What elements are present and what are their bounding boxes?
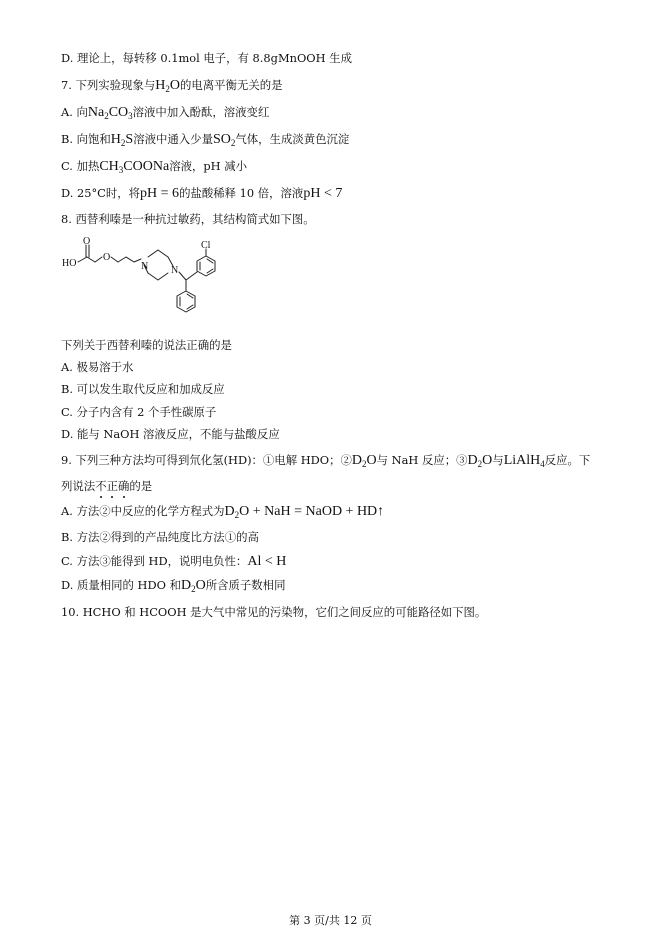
q7-option-d: D. 25°C时，将pH = 6的盐酸稀释 10 倍，溶液pH < 7 — [61, 186, 343, 201]
q8-option-d: D. 能与 NaOH 溶液反应，不能与盐酸反应 — [61, 427, 280, 441]
q8-option-b: B. 可以发生取代反应和加成反应 — [61, 382, 225, 396]
q9-option-c: C. 方法③能得到 HD，说明电负性：Al < H — [61, 554, 287, 569]
ether-oxygen-label: O — [103, 252, 111, 263]
q7-option-c: C. 加热$CH_3COONa$溶液，pH 减小 — [61, 159, 247, 175]
q7-stem: 7. 下列实验现象与$H_2O$的电离平衡无关的是 — [61, 78, 283, 94]
q8-option-a: A. 极易溶于水 — [61, 360, 134, 374]
q8-question: 下列关于西替利嗪的说法正确的是 — [61, 338, 232, 352]
q8-stem: 8. 西替利嗪是一种抗过敏药，其结构简式如下图。 — [61, 212, 315, 226]
q8-option-c: C. 分子内含有 2 个手性碳原子 — [61, 405, 217, 419]
page-footer: 第 3 页/共 12 页 — [289, 914, 372, 927]
q10-stem: 10. HCHO 和 HCOOH 是大气中常见的污染物，它们之间反应的可能路径如下图。 — [61, 605, 487, 619]
piperazine-n2-label: N — [171, 265, 179, 276]
q9-stem-line2: 列说法不正确的是 — [61, 479, 153, 493]
cetirizine-structure — [58, 236, 268, 332]
q6-option-d: D. 理论上，每转移 0.1mol 电子，有 8.8gMnOOH 生成 — [61, 51, 352, 65]
q7-option-a: A. 向$Na_2CO_3$溶液中加入酚酞，溶液变红 — [61, 105, 270, 121]
hydroxyl-label: HO — [62, 258, 77, 269]
q9-option-a: A. 方法②中反应的化学方程式为$D_2O$ + NaH = NaOD + HD↑ — [61, 504, 385, 520]
q7-option-b: B. 向饱和$H_2S$溶液中通入少量$SO_2$气体，生成淡黄色沉淀 — [61, 132, 350, 148]
chlorine-label: Cl — [201, 240, 211, 251]
q9-option-b: B. 方法②得到的产品纯度比方法①的高 — [61, 530, 259, 544]
carbonyl-oxygen-label: O — [83, 236, 91, 247]
q9-stem: 9. 下列三种方法均可得到氘化氢(HD)：①电解 HDO；$②D_2O$与 NaH 反应；$③D_2O$与LiAlH$_4$反应。下 — [61, 453, 591, 469]
piperazine-n1-label: N — [141, 261, 149, 272]
q9-option-d: D. 质量相同的 HDO 和$D_2O$所含质子数相同 — [61, 578, 286, 594]
